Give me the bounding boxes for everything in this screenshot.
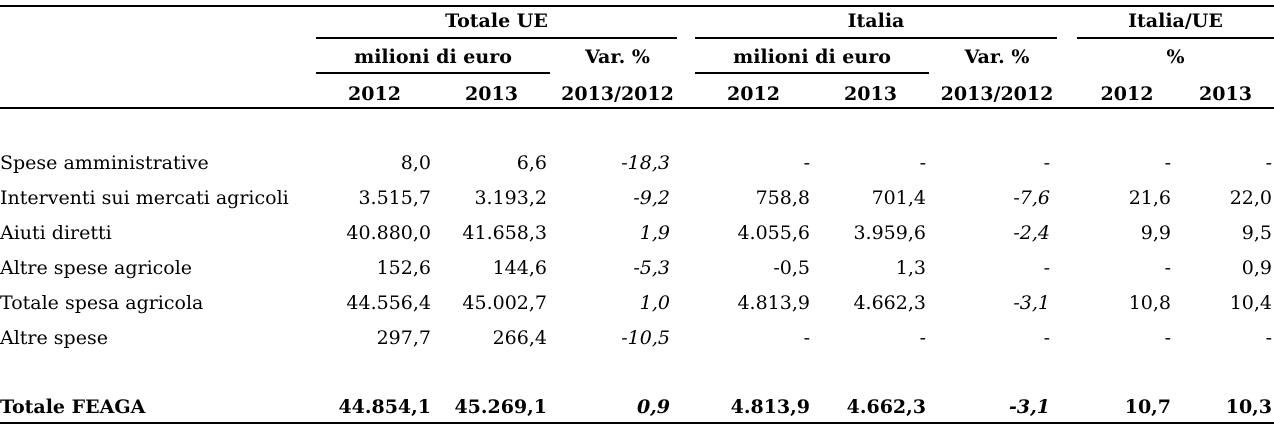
cell-it-2013: 1,3 <box>895 257 926 279</box>
cell-it-2012: -0,5 <box>773 257 810 279</box>
subheader-underline-it-unit <box>695 72 929 74</box>
cell-eu-2013: 266,4 <box>492 327 547 349</box>
header-underline-it <box>695 37 1057 39</box>
total-eu-2012: 44.854,1 <box>338 396 431 418</box>
cell-eu-var: -9,2 <box>633 187 670 209</box>
year-eu-var: 2013/2012 <box>561 83 674 105</box>
cell-eu-var: 1,0 <box>639 292 670 314</box>
year-ratio-2012: 2012 <box>1100 83 1154 105</box>
total-label: Totale FEAGA <box>0 396 146 418</box>
group-header-ratio: Italia/UE <box>1128 10 1223 32</box>
cell-eu-2012: 44.556,4 <box>346 292 431 314</box>
cell-ratio-2012: 10,8 <box>1128 292 1171 314</box>
cell-ratio-2012: 9,9 <box>1140 222 1171 244</box>
year-eu-2013: 2013 <box>465 83 518 105</box>
row-label: Totale spesa agricola <box>0 292 204 314</box>
header-bottom-rule <box>0 107 1274 109</box>
cell-it-var: -7,6 <box>1013 187 1050 209</box>
subheader-underline-eu-unit <box>316 72 550 74</box>
cell-eu-var: -18,3 <box>621 152 670 174</box>
cell-ratio-2013: 9,5 <box>1241 222 1272 244</box>
cell-ratio-2012: - <box>1164 257 1171 279</box>
row-label: Aiuti diretti <box>0 222 112 244</box>
cell-it-var: - <box>1043 327 1050 349</box>
cell-it-2013: - <box>919 327 926 349</box>
year-eu-2012: 2012 <box>348 83 401 105</box>
cell-ratio-2013: 22,0 <box>1229 187 1272 209</box>
cell-eu-2012: 40.880,0 <box>346 222 431 244</box>
cell-it-var: - <box>1043 152 1050 174</box>
cell-it-var: -3,1 <box>1013 292 1050 314</box>
cell-eu-2013: 144,6 <box>492 257 547 279</box>
cell-ratio-2013: 10,4 <box>1229 292 1272 314</box>
cell-ratio-2012: - <box>1164 152 1171 174</box>
group-header-eu: Totale UE <box>445 10 548 32</box>
total-it-2012: 4.813,9 <box>730 396 810 418</box>
header-underline-ratio <box>1077 37 1274 39</box>
cell-it-2012: 4.813,9 <box>737 292 810 314</box>
row-label: Altre spese agricole <box>0 257 193 279</box>
total-eu-var: 0,9 <box>636 396 670 418</box>
cell-it-2012: 4.055,6 <box>737 222 810 244</box>
subheader-eu-var: Var. % <box>585 46 650 68</box>
year-it-2012: 2012 <box>727 83 780 105</box>
header-underline-eu <box>316 37 677 39</box>
cell-it-2013: 701,4 <box>871 187 926 209</box>
cell-ratio-2012: - <box>1164 327 1171 349</box>
cell-eu-var: -5,3 <box>633 257 670 279</box>
cell-ratio-2013: 0,9 <box>1241 257 1272 279</box>
row-label: Spese amministrative <box>0 152 209 174</box>
total-ratio-2012: 10,7 <box>1124 396 1171 418</box>
group-header-it: Italia <box>847 10 905 32</box>
cell-ratio-2013: - <box>1265 327 1272 349</box>
subheader-ratio-unit: % <box>1166 46 1185 68</box>
cell-eu-var: -10,5 <box>621 327 670 349</box>
cell-eu-2013: 3.193,2 <box>474 187 547 209</box>
cell-it-2012: - <box>803 152 810 174</box>
cell-eu-2012: 152,6 <box>376 257 431 279</box>
cell-eu-2012: 3.515,7 <box>358 187 431 209</box>
cell-it-2013: 4.662,3 <box>853 292 926 314</box>
year-it-var: 2013/2012 <box>940 83 1054 105</box>
cell-ratio-2012: 21,6 <box>1128 187 1171 209</box>
row-label: Altre spese <box>0 327 108 349</box>
total-it-var: -3,1 <box>1009 396 1050 418</box>
bottom-rule <box>0 422 1274 424</box>
cell-eu-2013: 45.002,7 <box>462 292 547 314</box>
year-it-2013: 2013 <box>844 83 897 105</box>
row-label: Interventi sui mercati agricoli <box>0 187 289 209</box>
cell-it-2012: - <box>803 327 810 349</box>
cell-it-2012: 758,8 <box>755 187 810 209</box>
cell-eu-2013: 6,6 <box>516 152 547 174</box>
total-eu-2013: 45.269,1 <box>454 396 547 418</box>
cell-it-var: - <box>1043 257 1050 279</box>
total-it-2013: 4.662,3 <box>846 396 926 418</box>
cell-eu-2012: 8,0 <box>400 152 431 174</box>
cell-ratio-2013: - <box>1265 152 1272 174</box>
total-ratio-2013: 10,3 <box>1225 396 1272 418</box>
subheader-it-var: Var. % <box>964 46 1030 68</box>
cell-eu-var: 1,9 <box>639 222 670 244</box>
cell-eu-2012: 297,7 <box>376 327 431 349</box>
cell-it-2013: - <box>919 152 926 174</box>
cell-eu-2013: 41.658,3 <box>462 222 547 244</box>
subheader-it-unit: milioni di euro <box>733 46 891 68</box>
top-rule <box>0 5 1274 7</box>
year-ratio-2013: 2013 <box>1199 83 1252 105</box>
cell-it-2013: 3.959,6 <box>853 222 926 244</box>
cell-it-var: -2,4 <box>1013 222 1050 244</box>
subheader-eu-unit: milioni di euro <box>354 46 512 68</box>
